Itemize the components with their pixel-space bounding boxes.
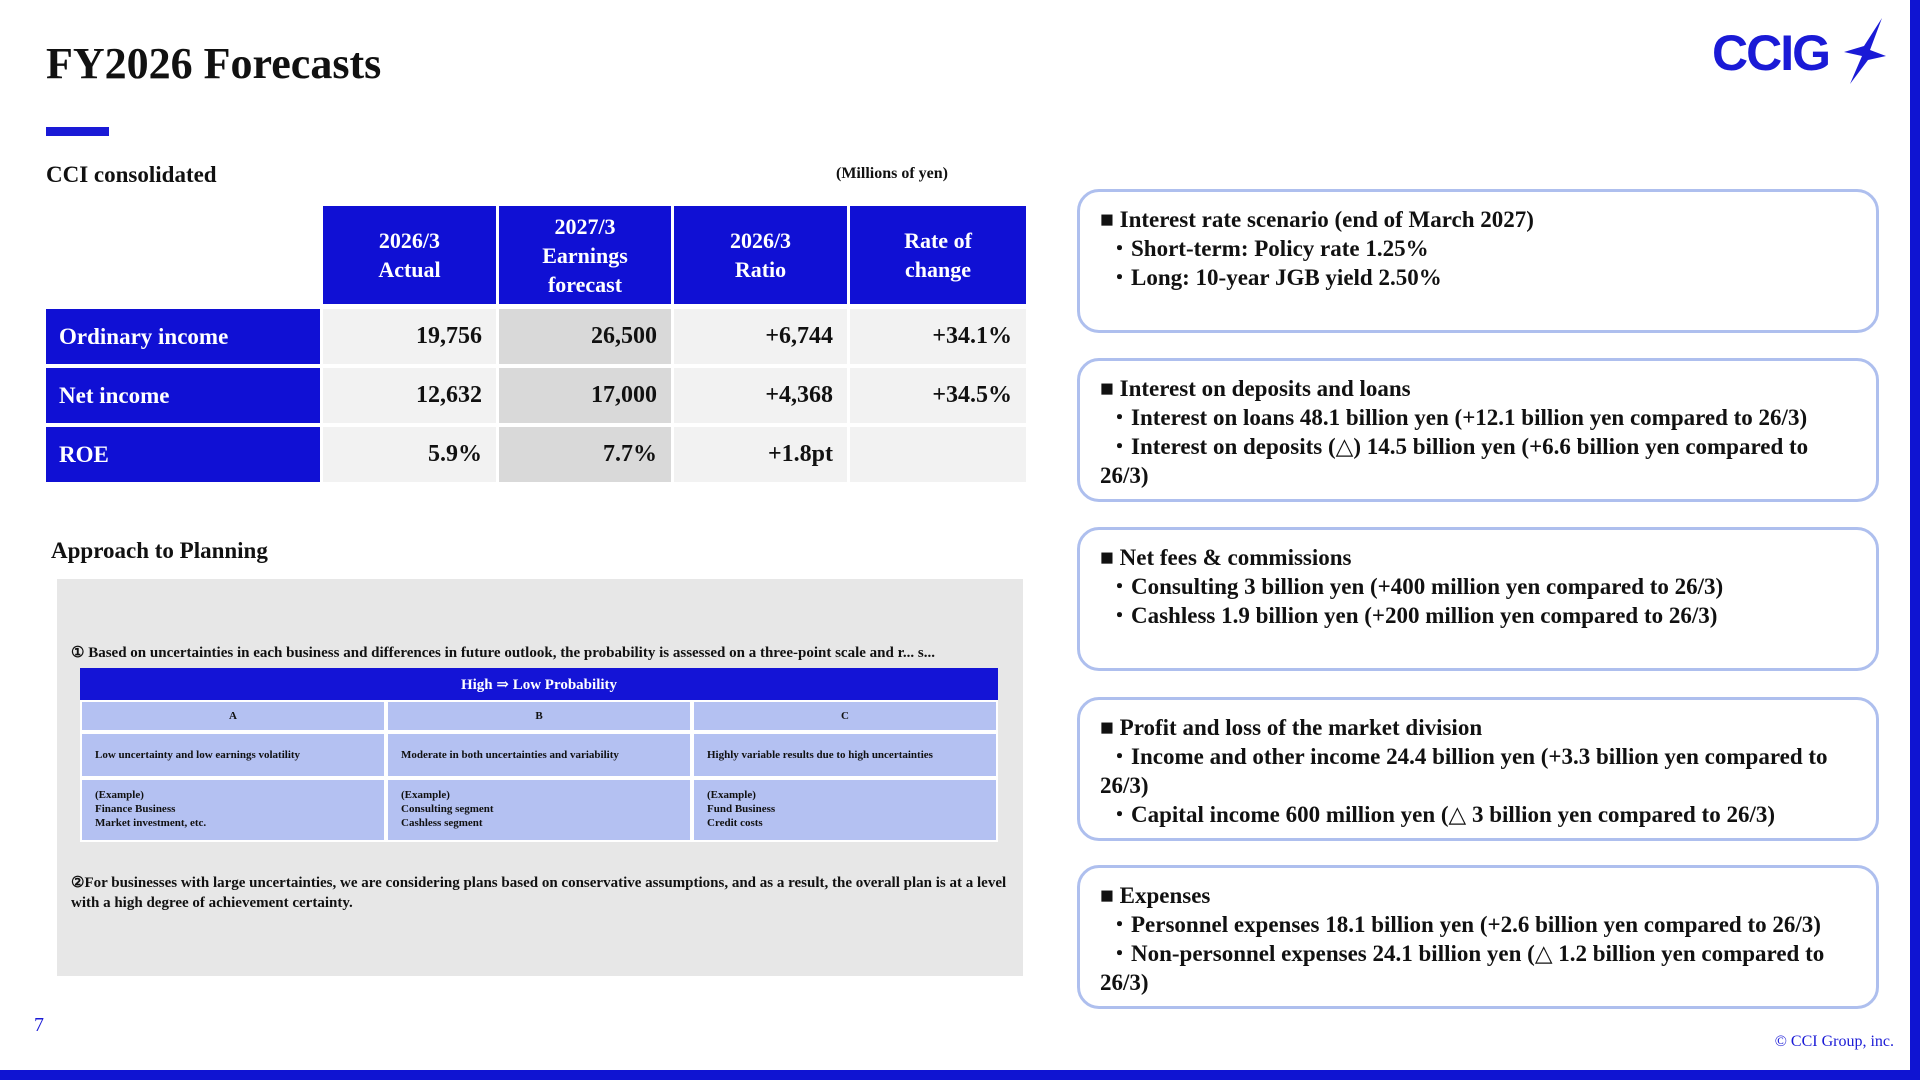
box-heading: ■ Interest rate scenario (end of March 2027) [1100,207,1534,232]
probability-example: (Example) Fund Business Credit costs [692,778,998,842]
planning-note-1: ① Based on uncertainties in each business and differences in future outlook, the probability is assessed on a three-point scale and r... s... [71,645,935,661]
probability-description: Highly variable results due to high uncertainties [692,732,998,778]
forecast-table [46,206,1026,482]
column-header: 2026/3 Actual [323,206,496,304]
planning-panel [57,579,1023,976]
column-header: 2027/3 Earnings forecast [499,206,671,304]
column-header: Rate of change [850,206,1026,304]
column-header: 2026/3 Ratio [674,206,847,304]
right-accent-bar [1910,0,1920,1080]
table-cell: +6,744 [674,309,847,364]
box-line: ・Non-personnel expenses 24.1 billion yen (△ 1.2 billion yen compared to 26/3) [1100,941,1825,995]
planning-note-2: ②For businesses with large uncertainties, we are considering plans based on conservative assumptions, and as a result, the overall plan is at a level with a high degree of achievement certainty. [71,875,1007,911]
table-cell: 5.9% [323,427,496,482]
page-title: FY2026 Forecasts [46,39,382,88]
box-heading: ■ Profit and loss of the market division [1100,715,1483,740]
planning-label: Approach to Planning [51,538,268,563]
table-cell: 26,500 [499,309,671,364]
title-underline [46,127,109,136]
probability-description: Low uncertainty and low earnings volatility [80,732,386,778]
probability-column-c: C [692,700,998,732]
table-cell: 17,000 [499,368,671,423]
probability-table [80,668,998,829]
box-line: ・Interest on loans 48.1 billion yen (+12.1 billion yen compared to 26/3) [1108,405,1808,430]
box-line: ・Long: 10-year JGB yield 2.50% [1108,265,1442,290]
table-cell: 19,756 [323,309,496,364]
box-line: ・Short-term: Policy rate 1.25% [1108,236,1429,261]
interest-rate-box [1077,189,1879,333]
row-label: ROE [46,427,320,482]
company-logo [1712,16,1884,88]
units-note: (Millions of yen) [836,165,948,182]
box-line: ・Capital income 600 million yen (△ 3 billion yen compared to 26/3) [1108,802,1776,827]
row-label: Ordinary income [46,309,320,364]
bottom-accent-bar [0,1070,1920,1080]
fees-commissions-box [1077,527,1879,671]
table-cell [850,427,1026,482]
box-line: ・Income and other income 24.4 billion yen (+3.3 billion yen compared to 26/3) [1100,744,1828,798]
box-line: ・Interest on deposits (△) 14.5 billion yen (+6.6 billion yen compared to 26/3) [1100,434,1809,488]
box-line: ・Cashless 1.9 billion yen (+200 million yen compared to 26/3) [1108,603,1718,628]
expenses-box [1077,865,1879,1009]
probability-header: High ⇒ Low Probability [80,668,998,700]
probability-column-b: B [386,700,692,732]
logo-wordmark: CCIG [1712,25,1829,81]
probability-example: (Example) Finance Business Market investment, etc. [80,778,386,842]
table-cell: 12,632 [323,368,496,423]
table-cell: +34.5% [850,368,1026,423]
box-line: ・Consulting 3 billion yen (+400 million yen compared to 26/3) [1108,574,1724,599]
page-number: 7 [34,1014,44,1036]
star-icon [1836,16,1888,86]
box-heading: ■ Interest on deposits and loans [1100,376,1411,401]
table-cell: +1.8pt [674,427,847,482]
probability-column-a: A [80,700,386,732]
market-division-box [1077,697,1879,841]
copyright-notice: © CCI Group, inc. [1774,1033,1894,1050]
box-line: ・Personnel expenses 18.1 billion yen (+2.6 billion yen compared to 26/3) [1108,912,1821,937]
table-cell: +34.1% [850,309,1026,364]
row-label: Net income [46,368,320,423]
probability-description: Moderate in both uncertainties and variability [386,732,692,778]
deposits-loans-box [1077,358,1879,502]
table-cell: 7.7% [499,427,671,482]
box-heading: ■ Expenses [1100,883,1211,908]
box-heading: ■ Net fees & commissions [1100,545,1352,570]
consolidated-label: CCI consolidated [46,162,217,187]
table-cell: +4,368 [674,368,847,423]
probability-example: (Example) Consulting segment Cashless segment [386,778,692,842]
